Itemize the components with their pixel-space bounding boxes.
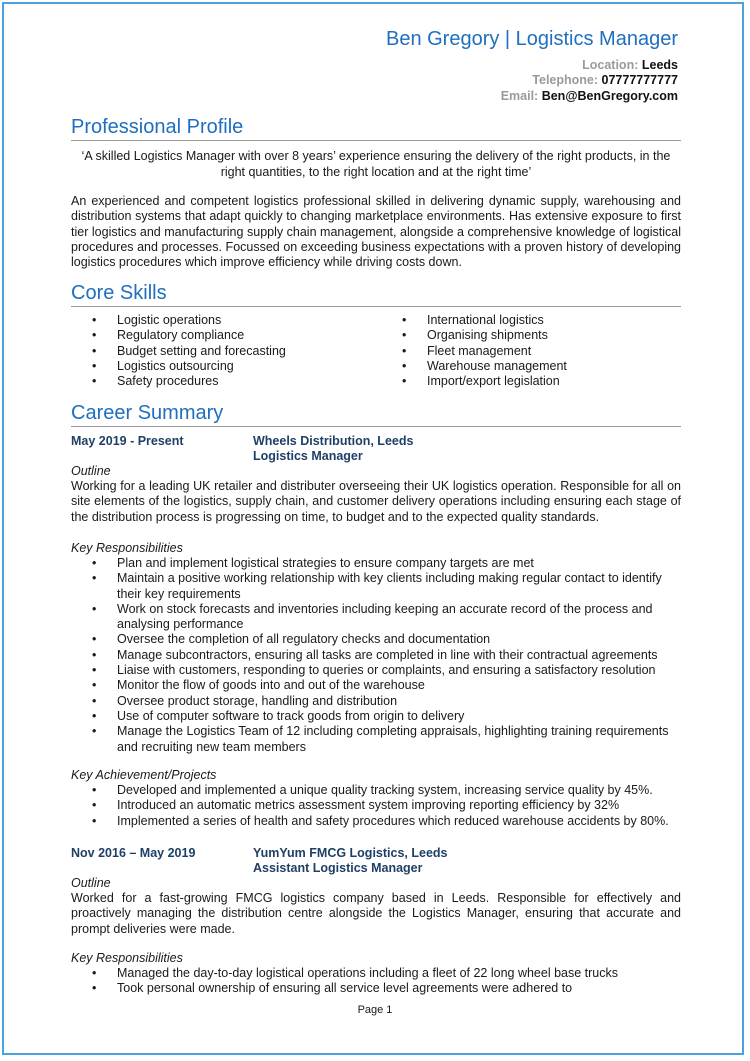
skills-rule [71,306,681,307]
list-item: • Safety procedures [71,374,371,389]
career-rule [71,426,681,427]
job1-dates: May 2019 - Present [71,434,184,448]
list-item: • Managed the day-to-day logistical operations including a fleet of 22 long wheel base trucks [71,966,681,981]
list-item: • Manage the Logistics Team of 12 including completing appraisals, highlighting training requirements and recruiting new team members [71,724,681,755]
list-item: • Organising shipments [381,328,681,343]
list-item: • Warehouse management [381,359,681,374]
job2-company: YumYum FMCG Logistics, Leeds [253,846,448,860]
email-line [501,89,678,103]
job1-achievements [71,783,681,829]
candidate-name: Ben Gregory | Logistics Manager [385,28,678,50]
list-item: • Implemented a series of health and safety procedures which reduced warehouse accidents by 80%. [71,814,681,829]
list-item: • Fleet management [381,344,681,359]
job1-responsibilities [71,556,681,755]
list-item: • Use of computer software to track goods from origin to delivery [71,709,681,724]
location-line [582,58,678,72]
job1-ach-label: Key Achievement/Projects [71,768,217,782]
profile-rule [71,140,681,141]
list-item: • Plan and implement logistical strategies to ensure company targets are met [71,556,681,571]
job1-role: Logistics Manager [253,449,363,464]
career-heading: Career Summary [71,402,224,424]
list-item: • Liaise with customers, responding to queries or complaints, and ensuring a satisfactory resolution [71,663,681,678]
job1-outline: Working for a leading UK retailer and distributer overseeing their UK logistics operation. Responsible for all on site elements of the logistics, supply chain, and customer delivery operations including ensuring each stage of the distribution process is progressing on time, to budget and to the expected quality standards. [71,479,681,524]
job1-outline-label: Outline [71,464,111,478]
job2-responsibilities [71,966,681,997]
profile-quote: ‘A skilled Logistics Manager with over 8 years’ experience ensuring the delivery of the right products, in the right quantities, to the right location and at the right time’ [81,149,671,179]
job1-resp-label: Key Responsibilities [71,541,183,555]
list-item: • Took personal ownership of ensuring all service level agreements were adhered to [71,981,681,996]
list-item: • Budget setting and forecasting [71,344,371,359]
list-item: • Developed and implemented a unique quality tracking system, increasing service quality by 45%. [71,783,681,798]
skills-left-list [71,313,371,389]
email-value[interactable]: Ben@BenGregory.com [541,89,678,103]
job1-company: Wheels Distribution, Leeds [253,434,414,448]
list-item: • Work on stock forecasts and inventories including keeping an accurate record of the process and analysing performance [71,602,681,633]
job2-company-block [253,846,447,877]
list-item: • Oversee product storage, handling and distribution [71,694,681,709]
list-item: • Maintain a positive working relationship with key clients including making regular contact to identify their key requirements [71,571,681,602]
list-item: • Logistic operations [71,313,371,328]
telephone-value: 07777777777 [601,73,678,87]
list-item: • Introduced an automatic metrics assessment system improving reporting efficiency by 32% [71,798,681,813]
job2-dates: Nov 2016 – May 2019 [71,846,196,860]
skills-heading: Core Skills [71,282,167,304]
telephone-line [532,73,678,87]
telephone-label: Telephone: [532,73,599,87]
job2-outline: Worked for a fast-growing FMCG logistics company based in Leeds. Responsible for effectively and proactively managing the distribution centre alongside the Logistics Manager, ensuring that accurate and prompt deliveries were made. [71,891,681,936]
list-item: • Manage subcontractors, ensuring all tasks are completed in line with their contractual agreements [71,648,681,663]
location-value: Leeds [641,58,678,72]
page-number: Page 1 [357,1004,393,1016]
location-label: Location: [582,58,639,72]
profile-paragraph: An experienced and competent logistics professional skilled in delivering dynamic supply, warehousing and distribution systems that adapt quickly to changing marketplace environments. Has extensive exposure to first tier logistics and manufacturing supply chain management, alongside a comprehensive knowledge of logistical procedures and processes. Focussed on exceeding business expectations with a proven history of developing logistics procedures which improve efficiency while driving costs down. [71,194,681,270]
job1-company-block [253,434,413,465]
list-item: • Monitor the flow of goods into and out of the warehouse [71,678,681,693]
list-item: • Oversee the completion of all regulatory checks and documentation [71,632,681,647]
email-label: Email: [500,89,539,103]
job2-resp-label: Key Responsibilities [71,951,183,965]
skills-right-list [381,313,681,389]
profile-heading: Professional Profile [71,116,244,138]
job2-role: Assistant Logistics Manager [253,861,423,876]
list-item: • Regulatory compliance [71,328,371,343]
list-item: • International logistics [381,313,681,328]
job2-outline-label: Outline [71,876,111,890]
list-item: • Logistics outsourcing [71,359,371,374]
list-item: • Import/export legislation [381,374,681,389]
